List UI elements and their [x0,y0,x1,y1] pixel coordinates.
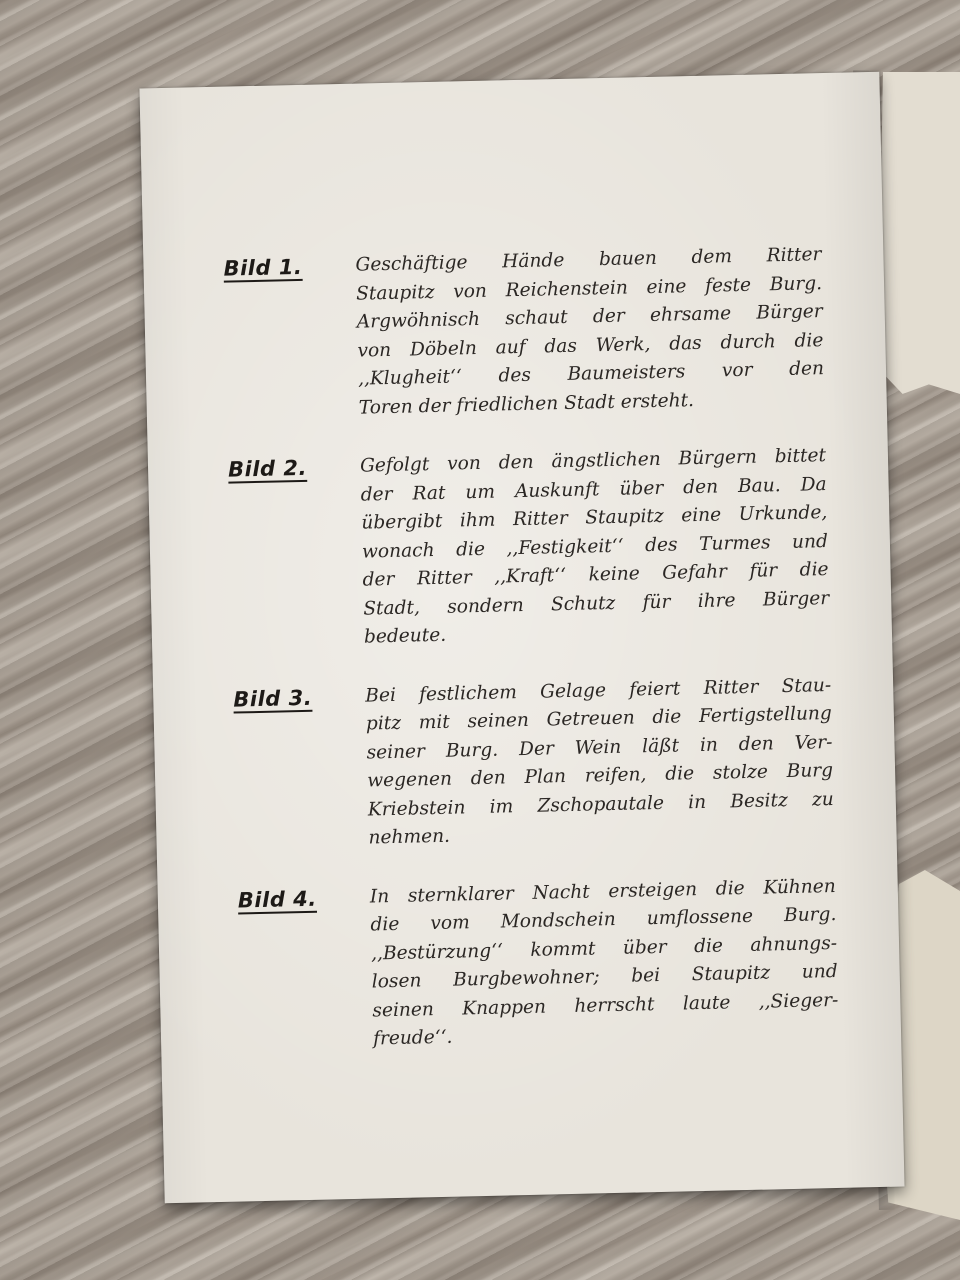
text-line: nehmen. [368,825,451,849]
entry-text [355,241,825,423]
entry-label: Bild 4. [237,886,317,913]
entry-text [370,872,840,1054]
text-line: wonach die ,,Festigkeit‘‘ des Turmes und [361,530,829,563]
entry-label: Bild 1. [223,254,303,281]
text-line: In sternklarer Nacht ersteigen die Kühnen [369,875,836,908]
text-line: pitz mit seinen Getreuen die Fertigstellung [365,702,833,735]
text-line: Geschäftige Hände bauen dem Ritter [355,244,822,276]
text-line: Gefolgt von den ängstlichen Bürgern bittet [359,445,827,477]
text-line: ,,Klugheit‘‘ des Baumeisters vor den [357,358,825,390]
entry-bild-2 [228,441,864,655]
entry-label: Bild 3. [233,685,313,712]
text-line: bedeute. [363,624,447,648]
text-line: der Rat um Auskunft über den Bau. Da [360,473,827,506]
text-line: Kriebstein im Zschopautale in Besitz zu [367,788,834,821]
entry-list [223,240,874,1087]
text-line: freude‘‘. [372,1026,453,1050]
entry-label: Bild 2. [227,455,308,482]
text-line: Stadt, sondern Schutz für ihre Bürger [363,587,830,620]
entry-bild-4 [238,872,874,1057]
entry-bild-3 [233,671,869,856]
text-line: von Döbeln auf das Werk, das durch die [357,329,824,362]
entry-text [365,672,835,854]
entry-text [360,442,830,652]
entry-bild-1 [223,240,859,425]
text-line: Argwöhnisch schaut der ehrsame Bürger [356,301,823,333]
text-line: losen Burgbewohner; bei Staupitz und [371,960,838,993]
text-line: wegenen den Plan reifen, die stolze Burg [366,759,834,792]
text-line: übergibt ihm Ritter Staupitz eine Urkunde, [361,502,828,534]
text-line: Toren der friedlichen Stadt ersteht. [358,389,695,419]
text-line: die vom Mondschein umflossene Burg. [370,903,837,936]
booklet-page [139,72,904,1204]
text-line: seiner Burg. Der Wein läßt in den Ver- [366,731,833,764]
text-line: ,,Bestürzung‘‘ kommt über die ahnungs- [370,932,838,965]
text-line: der Ritter ,,Kraft‘‘ keine Gefahr für die [362,559,829,591]
next-leaf-top [878,72,960,394]
text-line: Staupitz von Reichenstein eine feste Burg. [355,272,823,305]
text-line: Bei festlichem Gelage feiert Ritter Stau- [365,674,832,707]
text-line: seinen Knappen herrscht laute ,,Sieger- [372,989,839,1021]
